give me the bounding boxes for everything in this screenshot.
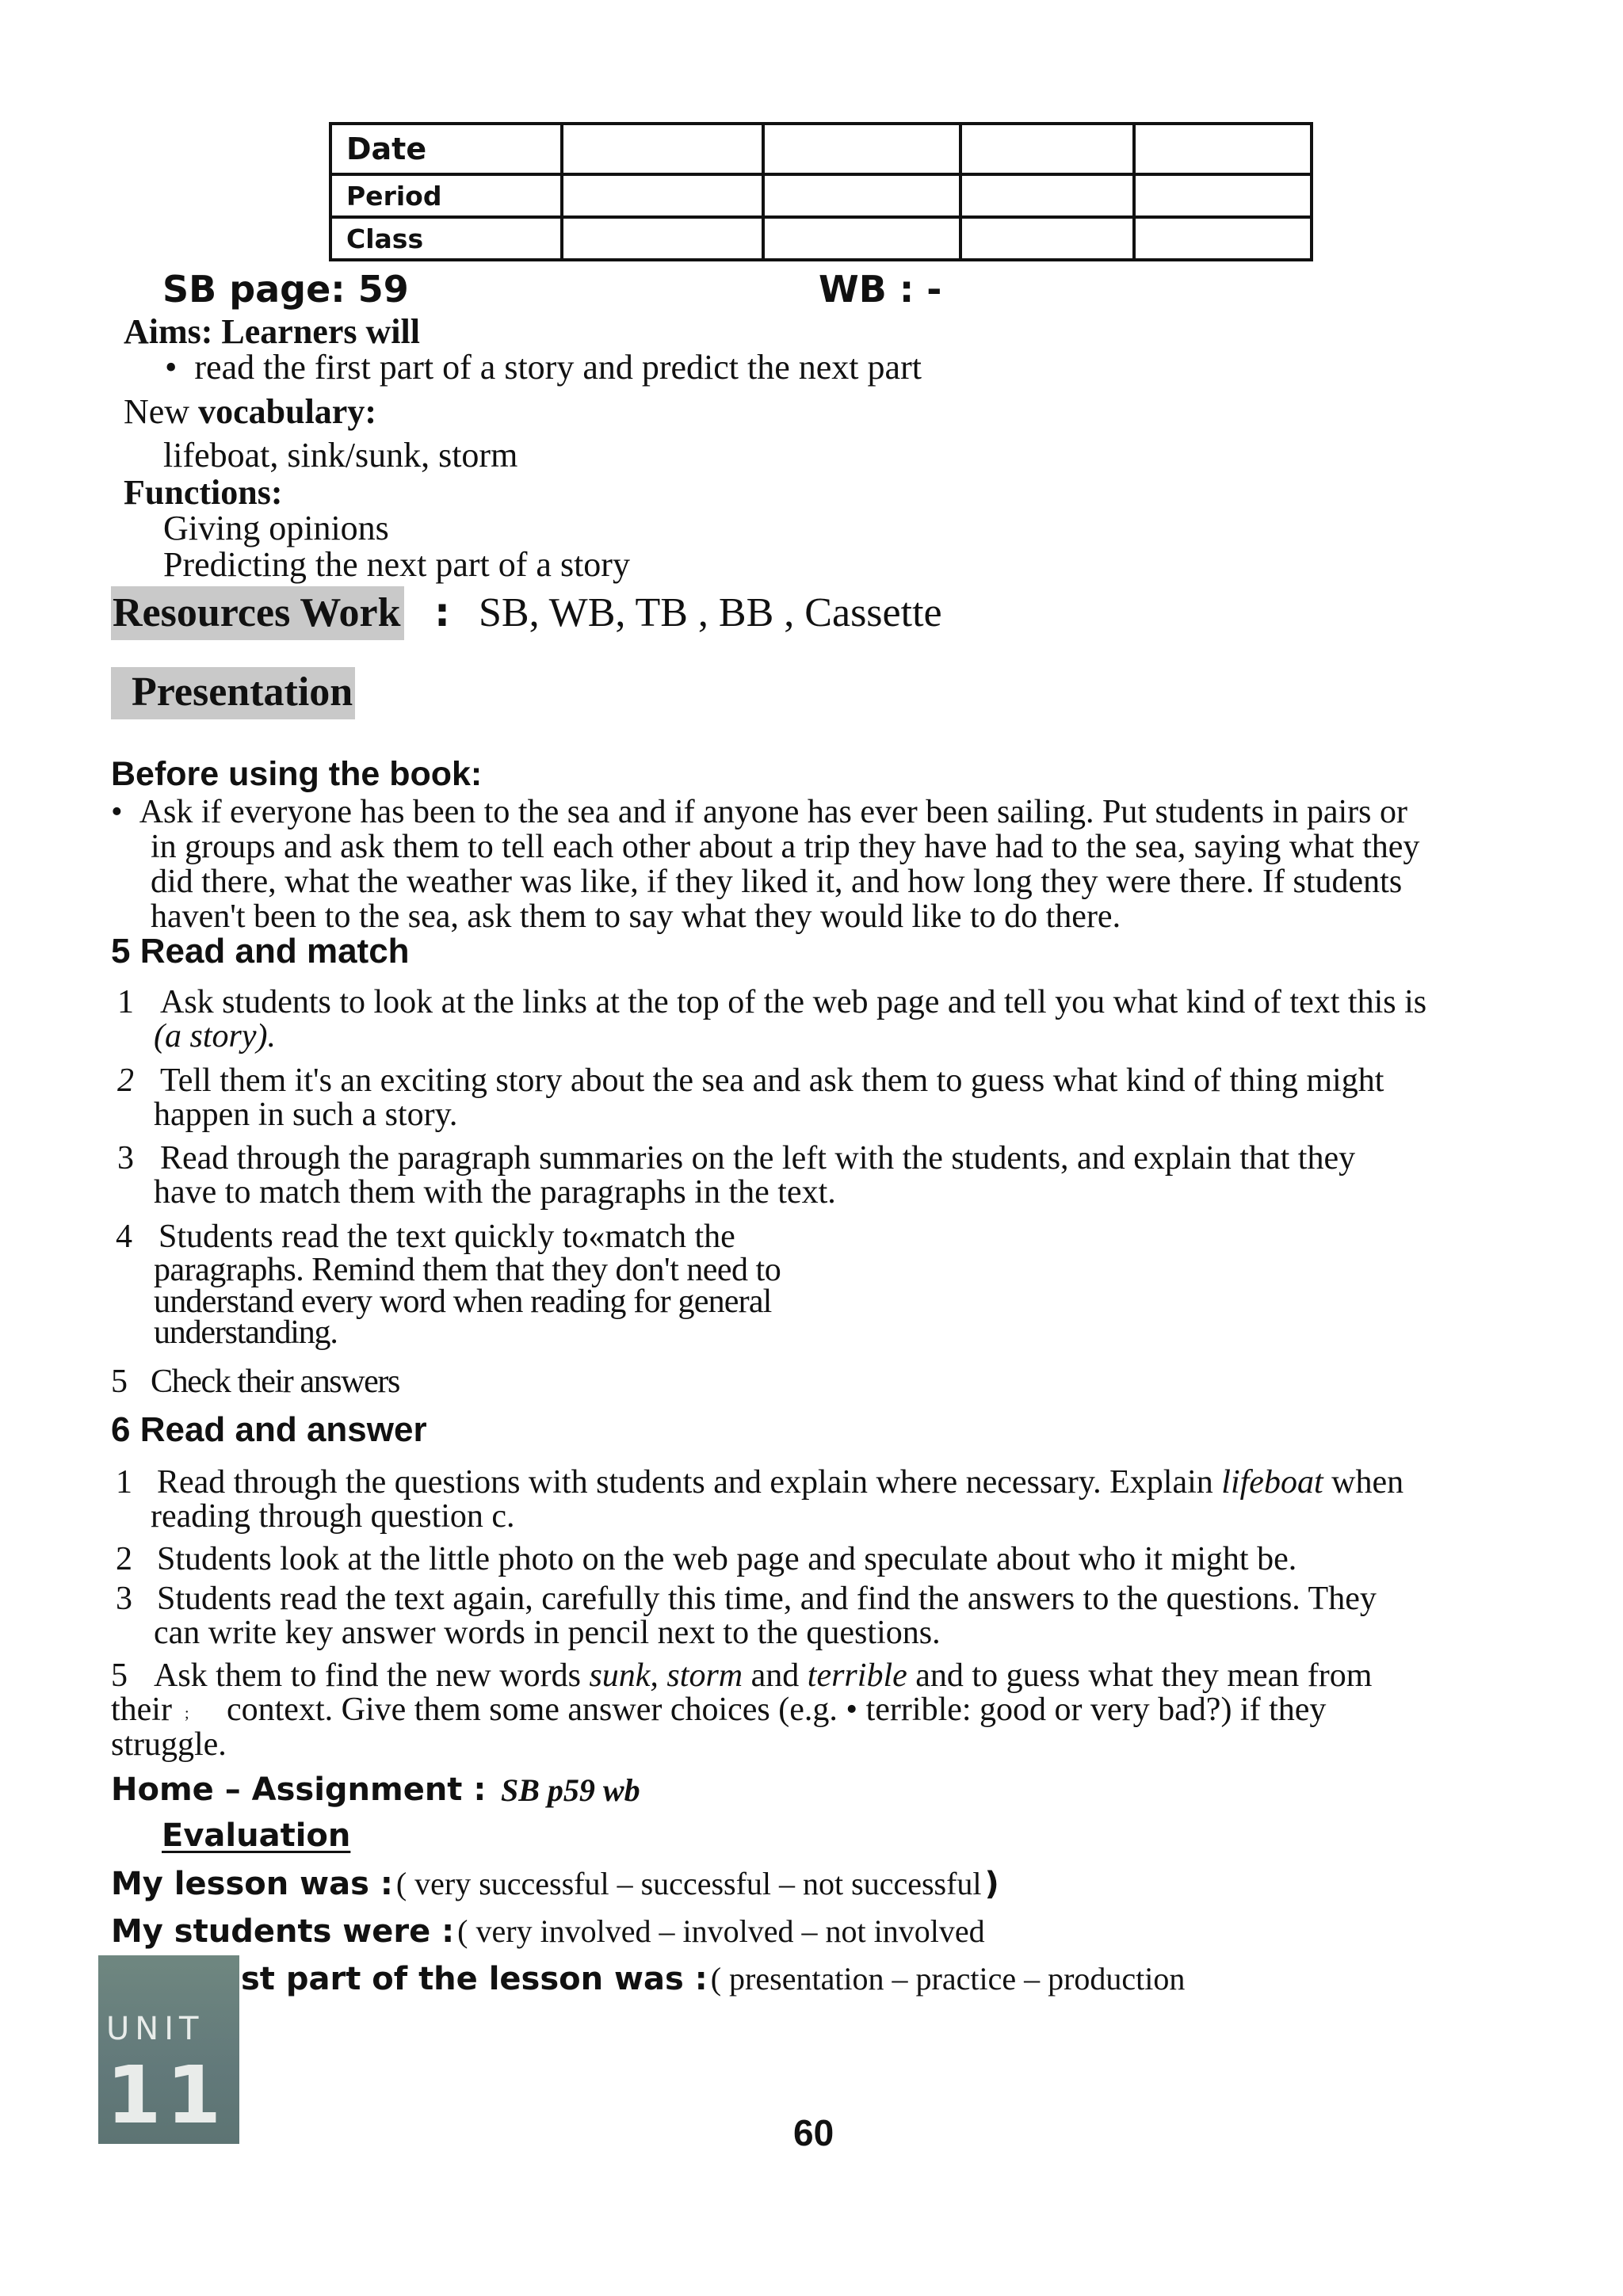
resources-colon: : — [434, 589, 450, 635]
read-answer-title: 6 Read and answer — [111, 1410, 427, 1449]
read-answer-text-part: and — [743, 1657, 808, 1694]
resources-label: Resources Work — [113, 590, 401, 635]
before-line — [111, 793, 1407, 831]
eval-label: st part of the lesson was : — [241, 1961, 708, 1997]
table-cell — [960, 217, 1134, 260]
presentation-heading: Presentation — [132, 669, 353, 715]
home-assignment-value: SB p59 wb — [501, 1772, 640, 1808]
sb-page-label: SB page: 59 — [162, 268, 409, 311]
read-match-text: happen in such a story. — [154, 1097, 458, 1133]
read-match-num: 2 — [117, 1062, 134, 1099]
read-match-text: understanding. — [154, 1314, 338, 1351]
table-cell — [562, 217, 763, 260]
home-assignment-label: Home – Assignment : — [111, 1772, 487, 1808]
eval-close: ) — [984, 1866, 999, 1902]
before-line: did there, what the weather was like, if they liked it, and how long they were there. If students — [151, 864, 1403, 900]
unit-badge — [98, 1955, 239, 2144]
date-label: Date — [330, 124, 562, 174]
read-match-text: paragraphs. Remind them that they don't need to — [154, 1252, 781, 1288]
read-answer-italic: lifeboat — [1221, 1464, 1323, 1501]
evaluation-heading: Evaluation — [162, 1817, 351, 1854]
period-label: Period — [330, 174, 562, 217]
read-answer-text: struggle. — [111, 1726, 227, 1763]
read-answer-text — [154, 1657, 1372, 1695]
read-match-text: Check their answers — [151, 1363, 399, 1400]
read-answer-italic: terrible — [807, 1657, 907, 1694]
vocab-text: lifeboat, sink/sunk, storm — [163, 436, 518, 475]
read-answer-num: 2 — [116, 1541, 132, 1577]
read-match-num: 4 — [116, 1219, 132, 1255]
eval-label: My students were : — [111, 1913, 455, 1950]
unit-word: UNIT — [106, 2011, 204, 2047]
lesson-info-table — [329, 122, 1313, 261]
table-cell — [562, 124, 763, 174]
table-cell — [1134, 217, 1312, 260]
resources-text: SB, WB, TB , BB , Cassette — [479, 590, 942, 635]
read-answer-text-part: Read through the questions with students and explain where necessary. Explain — [157, 1464, 1222, 1501]
read-answer-text: Students look at the little photo on the web page and speculate about who it might be. — [157, 1541, 1297, 1577]
eval-line — [111, 1913, 985, 1950]
read-answer-text-part: when — [1323, 1464, 1404, 1501]
read-answer-text-part: Ask them to find the new words — [154, 1657, 590, 1694]
table-cell — [960, 174, 1134, 217]
read-match-text: Tell them it's an exciting story about the sea and ask them to guess what kind of thing might — [160, 1062, 1384, 1099]
class-label: Class — [330, 217, 562, 260]
vocab-title — [124, 391, 376, 432]
eval-options: ( presentation – practice – production — [710, 1961, 1186, 1997]
table-row — [330, 217, 1312, 260]
read-match-text: Read through the paragraph summaries on the left with the students, and explain that they — [160, 1140, 1356, 1177]
table-cell — [562, 174, 763, 217]
eval-line — [111, 1865, 999, 1902]
read-match-title: 5 Read and match — [111, 932, 410, 971]
read-answer-num: 1 — [116, 1464, 132, 1501]
functions-item: Predicting the next part of a story — [163, 545, 630, 584]
read-match-num: 5 — [111, 1363, 127, 1400]
table-cell — [763, 174, 960, 217]
read-answer-text — [157, 1463, 1403, 1501]
before-line: haven't been to the sea, ask them to say what they would like to do there. — [151, 898, 1121, 935]
read-match-num: 1 — [117, 984, 134, 1020]
unit-number: 11 — [106, 2049, 227, 2142]
table-cell — [763, 124, 960, 174]
table-row — [330, 124, 1312, 174]
aims-item-text: read the first part of a story and predict the next part — [194, 348, 922, 387]
bullet: • — [111, 794, 139, 830]
functions-item: Giving opinions — [163, 509, 389, 547]
read-answer-num: 3 — [116, 1581, 132, 1617]
wb-label: WB : - — [819, 268, 942, 311]
table-cell — [1134, 124, 1312, 174]
table-cell — [1134, 174, 1312, 217]
before-title: Before using the book: — [111, 755, 483, 793]
before-text: Ask if everyone has been to the sea and if anyone has ever been sailing. Put students in pairs or — [139, 794, 1407, 830]
table-cell — [763, 217, 960, 260]
read-answer-text: reading through question c. — [151, 1498, 515, 1535]
read-match-text: (a story). — [154, 1018, 276, 1055]
read-answer-text: Students read the text again, carefully this time, and find the answers to the questions. They — [157, 1581, 1377, 1617]
eval-line — [241, 1960, 1185, 1997]
read-answer-text: their — [111, 1691, 172, 1728]
eval-label: My lesson was : — [111, 1866, 393, 1902]
before-line: in groups and ask them to tell each other about a trip they have had to the sea, saying what they — [151, 829, 1420, 865]
read-answer-text: can write key answer words in pencil next to the questions. — [154, 1615, 941, 1651]
vocab-title-new: New — [124, 392, 199, 431]
read-answer-text-part: and to guess what they mean from — [907, 1657, 1373, 1694]
read-match-text: Ask students to look at the links at the top of the web page and tell you what kind of text this is — [160, 984, 1427, 1020]
read-answer-text: context. Give them some answer choices (e.g. • terrible: good or very bad?) if they — [227, 1691, 1327, 1728]
eval-options: ( very involved – involved – not involved — [457, 1913, 985, 1949]
vocab-title-bold: vocabulary: — [198, 392, 376, 431]
eval-options: ( very successful – successful – not successful — [395, 1866, 982, 1901]
read-match-text: understand every word when reading for general — [154, 1283, 772, 1320]
read-match-text: Students read the text quickly to«match the — [158, 1219, 735, 1255]
table-row — [330, 174, 1312, 217]
bullet: • — [165, 348, 195, 387]
functions-title: Functions: — [124, 473, 283, 512]
read-answer-num: 5 — [111, 1657, 128, 1694]
aims-item — [165, 347, 922, 387]
read-answer-italic: sunk, storm — [589, 1657, 743, 1694]
stray-mark: ; — [185, 1705, 189, 1722]
page-number: 60 — [793, 2112, 834, 2153]
read-match-text: have to match them with the paragraphs in the text. — [154, 1174, 836, 1211]
aims-title: Aims: Learners will — [124, 312, 420, 351]
read-match-num: 3 — [117, 1140, 134, 1177]
table-cell — [960, 124, 1134, 174]
